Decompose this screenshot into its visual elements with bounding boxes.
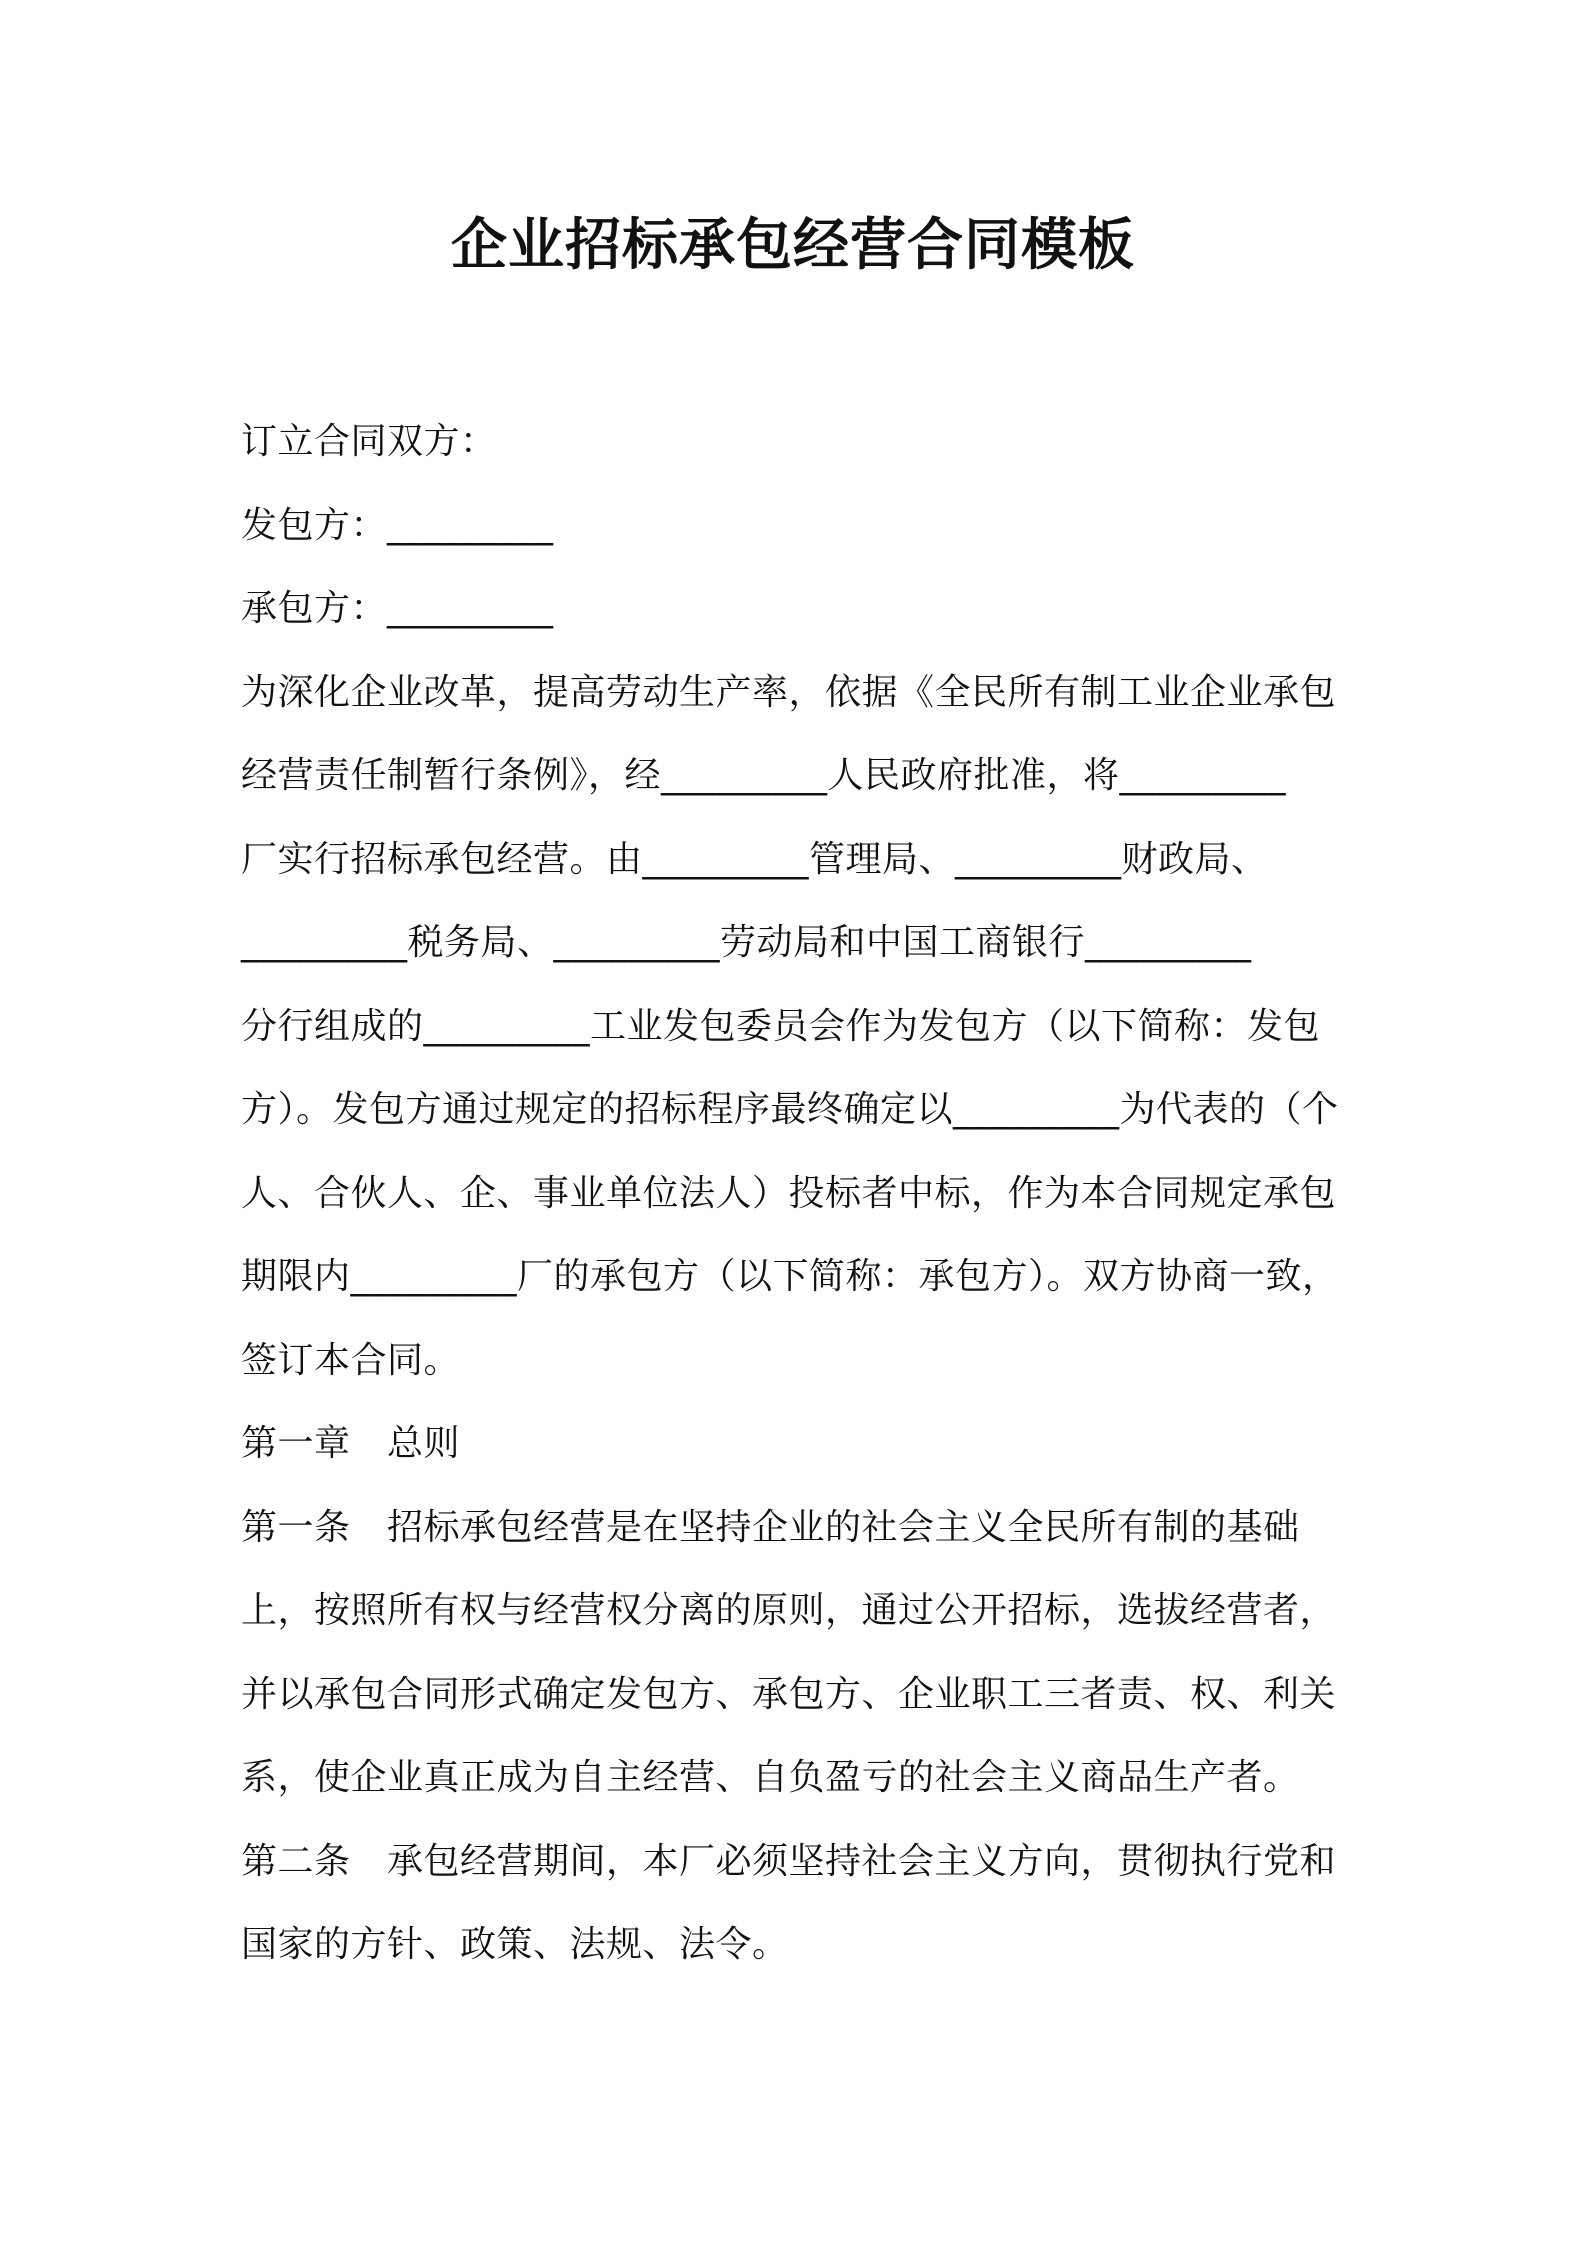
text-line: 方）。发包方通过规定的招标程序最终确定以_________为代表的（个 <box>241 1089 1339 1130</box>
text-line: 人、合伙人、企、事业单位法人）投标者中标，作为本合同规定承包 <box>241 1172 1337 1214</box>
document-body <box>241 400 1381 1987</box>
text-line: 上，按照所有权与经营权分离的原则，通过公开招标，选拔经营者， <box>241 1590 1337 1631</box>
text-line: 为深化企业改革，提高劳动生产率，依据《全民所有制工业企业承包 <box>241 671 1337 713</box>
text-line: 期限内_________厂的承包方（以下简称：承包方）。双方协商一致， <box>241 1256 1339 1297</box>
text-line: 厂实行招标承包经营。由_________管理局、_________财政局、 <box>241 838 1268 880</box>
text-line: 承包方：_________ <box>241 588 554 629</box>
text-line: 分行组成的_________工业发包委员会作为发包方（以下简称：发包 <box>241 1005 1321 1047</box>
article-line: 第一条 招标承包经营是在坚持企业的社会主义全民所有制的基础 <box>241 1506 1300 1548</box>
document-title: 企业招标承包经营合同模板 <box>451 213 1135 278</box>
text-line: 签订本合同。 <box>241 1339 461 1381</box>
text-line: 订立合同双方： <box>241 421 497 462</box>
text-line: 经营责任制暂行条例》，经_________人民政府批准，将_________ <box>241 755 1287 796</box>
text-line: 国家的方针、政策、法规、法令。 <box>241 1924 789 1965</box>
text-line: 并以承包合同形式确定发包方、承包方、企业职工三者责、权、利关 <box>241 1673 1337 1715</box>
text-line: _________税务局、_________劳动局和中国工商银行_________ <box>241 922 1252 963</box>
chapter-heading: 第一章 总则 <box>241 1423 461 1464</box>
text-line: 系，使企业真正成为自主经营、自负盈亏的社会主义商品生产者。 <box>241 1757 1300 1798</box>
article-line: 第二条 承包经营期间，本厂必须坚持社会主义方向，贯彻执行党和 <box>241 1840 1337 1882</box>
text-line: 发包方：_________ <box>241 504 554 546</box>
